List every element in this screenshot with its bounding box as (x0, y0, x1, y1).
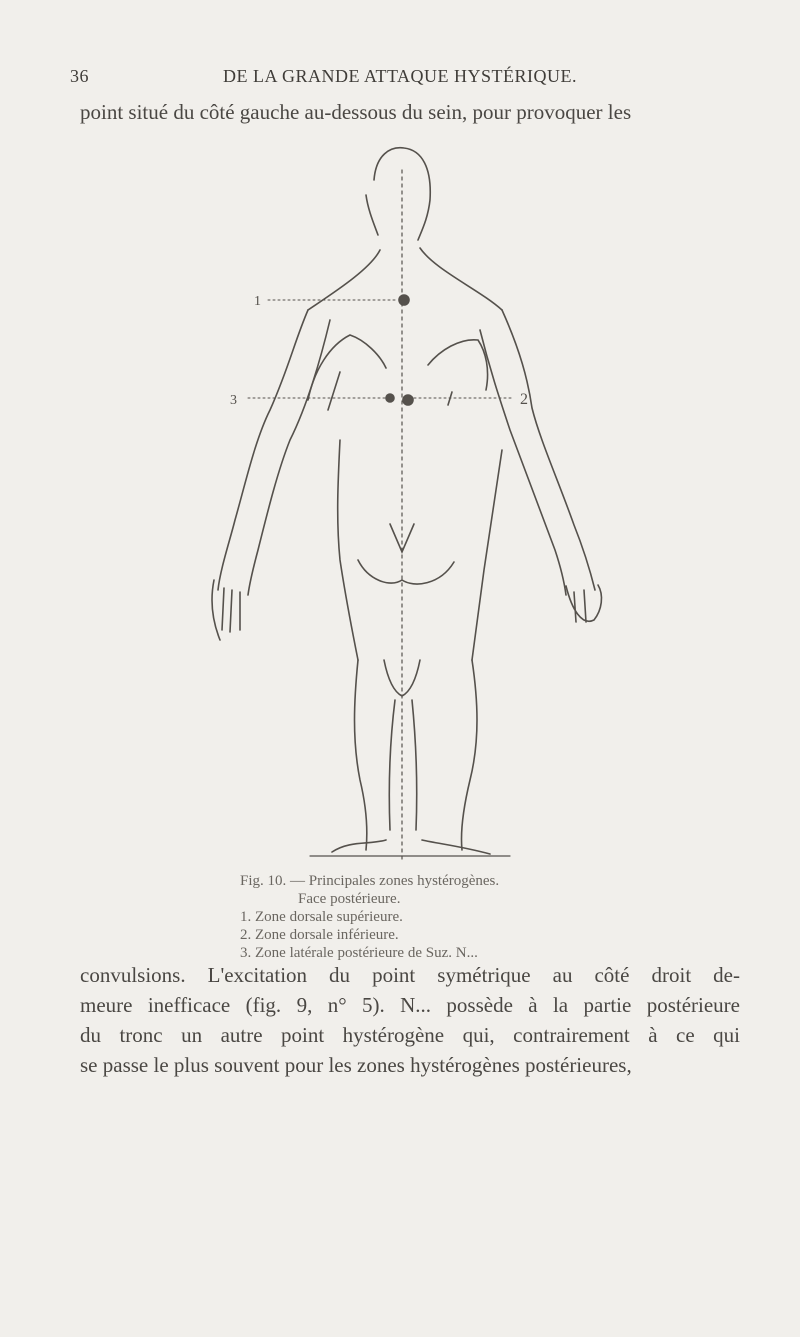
left-scapula (308, 335, 386, 400)
left-hand (212, 580, 240, 640)
right-scapula (428, 340, 488, 390)
caption-title: Fig. 10. — Principales zones hystérogènes. (240, 873, 500, 889)
left-arm-outer (218, 310, 308, 590)
body-line-1: convulsions. L'excitation du point symétrique au côté droit de- (80, 963, 740, 987)
right-shoulder (420, 248, 502, 310)
body-line-4: se passe le plus souvent pour les zones hystérogènes postérieures, (80, 1053, 632, 1077)
zone-marker-1 (399, 295, 409, 305)
feet (332, 840, 490, 854)
left-leg-inner (389, 700, 395, 830)
figure-label-2: 2 (520, 391, 528, 408)
left-shoulder (308, 250, 380, 310)
right-arm-inner (480, 330, 566, 595)
torso-left (338, 440, 358, 660)
figure-label-1: 1 (254, 294, 261, 309)
waist-curve (358, 560, 454, 584)
page-number: 36 (70, 66, 89, 86)
left-leg-outer (355, 660, 367, 850)
body-line-3: du tronc un autre point hystérogène qui, contrairement à ce qui (80, 1023, 740, 1047)
figure-label-3: 3 (230, 393, 237, 408)
text-line-top: point situé du côté gauche au-dessous du sein, pour provoquer les (80, 100, 632, 124)
legend-item-2: 2. Zone dorsale inférieure. (240, 927, 399, 943)
right-leg-outer (461, 660, 477, 850)
legend-item-3: 3. Zone latérale postérieure de Suz. N... (240, 945, 478, 961)
figure-caption (240, 872, 570, 962)
body-outline-drawing (190, 140, 610, 860)
body-paragraph (80, 960, 740, 1080)
figure-illustration (190, 140, 610, 860)
running-title: DE LA GRANDE ATTAQUE HYSTÉRIQUE. (222, 66, 578, 86)
zone-marker-2 (403, 395, 413, 405)
page-header (70, 66, 730, 90)
caption-subtitle: Face postérieure. (298, 891, 401, 907)
right-arm-outer (502, 310, 595, 590)
torso-right (472, 450, 502, 660)
zone-marker-3a (386, 394, 394, 402)
right-leg-inner (412, 700, 417, 830)
legend-item-1: 1. Zone dorsale supérieure. (240, 909, 403, 925)
body-line-2: meure inefficace (fig. 9, n° 5). N... possède à la partie postérieure (80, 993, 740, 1017)
right-hand (566, 585, 601, 622)
